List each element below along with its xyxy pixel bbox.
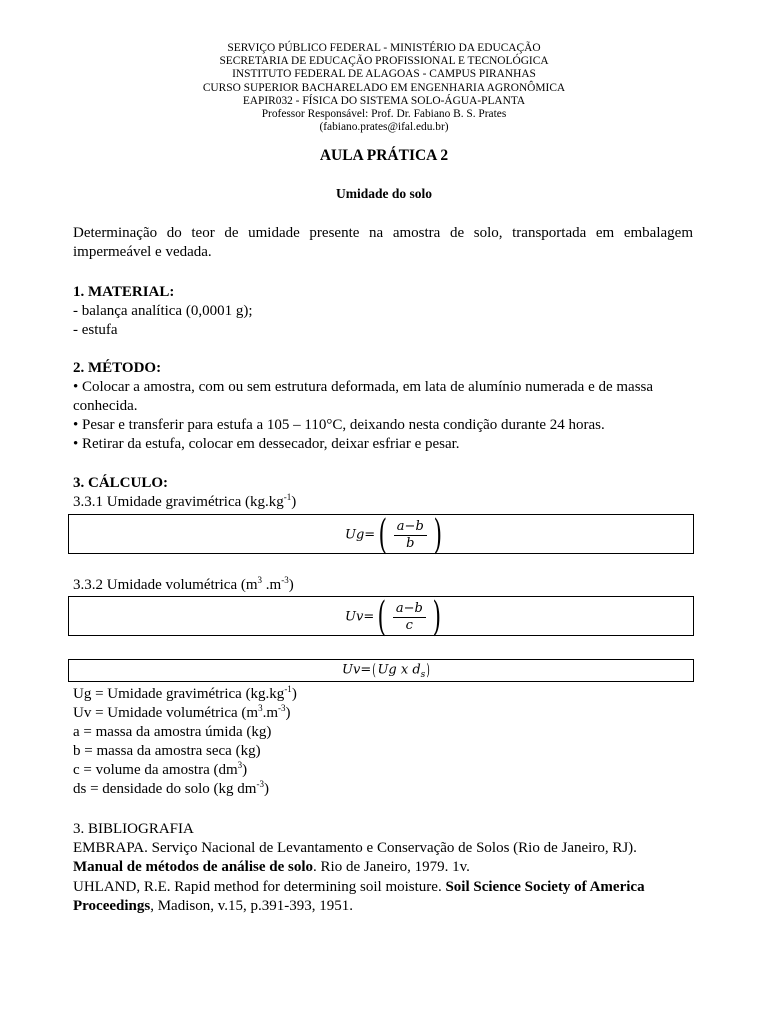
calc-heading: 3. CÁLCULO: bbox=[73, 475, 169, 491]
definition-c: c = volume da amostra $(dm^3)$ bbox=[73, 760, 248, 778]
formula-volumetric: Uv=( $\frac{a-b}{c}$ ) bbox=[345, 594, 441, 640]
definition-uv: Uv = Umidade volumétrica $(m^3.m^{-3})$ bbox=[73, 703, 291, 721]
material-item: - estufa bbox=[73, 322, 118, 338]
document-header bbox=[0, 42, 768, 134]
header-line: SERVIÇO PÚBLICO FEDERAL - MINISTÉRIO DA EDUCAÇÃO bbox=[227, 42, 541, 54]
definition-ug: Ug = Umidade gravimétrica $(kg.kg^{-1})$ bbox=[73, 684, 297, 702]
formula-gravimetric: Ug=( $\frac{a-b}{b}$ ) bbox=[345, 512, 442, 558]
material-heading: 1. MATERIAL: bbox=[73, 284, 175, 300]
calc-subsection-volumetric: 3.3.2 Umidade volumétrica ($m^3$ $.m^{-3}$) bbox=[73, 575, 294, 593]
header-line: Professor Responsável: Prof. Dr. Fabiano B. S. Prates bbox=[261, 108, 507, 121]
header-line: (fabiano.prates@ifal.edu.br) bbox=[319, 121, 449, 134]
header-line: SECRETARIA DE EDUCAÇÃO PROFISSIONAL E TECNOLÓGICA bbox=[219, 55, 549, 68]
bibliography-heading: 3. BIBLIOGRAFIA bbox=[73, 821, 194, 837]
reference-embrapa-line1: EMBRAPA. Serviço Nacional de Levantamento e Conservação de Solos (Rio de Janeiro, RJ). bbox=[73, 840, 637, 856]
method-item: • Pesar e transferir para estufa a 105 – 110°C, deixando nesta condição durante 24 horas. bbox=[73, 417, 605, 433]
definition-ds: ds = densidade do solo (kg $dm^{-3}$) bbox=[73, 779, 269, 797]
header-line: CURSO SUPERIOR BACHARELADO EM ENGENHARIA AGRONÔMICA bbox=[202, 81, 566, 94]
method-item: • Retirar da estufa, colocar em dessecador, deixar esfriar e pesar. bbox=[73, 436, 460, 452]
formula-conversion: Uv=(Ug x $d_s$) bbox=[342, 660, 431, 681]
header-line: EAPIR032 - FÍSICA DO SISTEMA SOLO-ÁGUA-PLANTA bbox=[242, 94, 526, 107]
reference-uhland-line1: UHLAND, R.E. Rapid method for determining soil moisture. Soil Science Society of America bbox=[73, 879, 645, 895]
intro-paragraph: Determinação do teor de umidade presente na amostra de solo, transportada em embalagem impermeável e vedada. bbox=[73, 225, 693, 261]
reference-embrapa-line2: Manual de métodos de análise de solo. Rio de Janeiro, 1979. 1v. bbox=[73, 859, 470, 875]
header-line: INSTITUTO FEDERAL DE ALAGOAS - CAMPUS PIRANHAS bbox=[232, 68, 536, 81]
calc-subsection-gravimetric: 3.3.1 Umidade gravimétrica $(kg.kg^{-1})$ bbox=[73, 492, 297, 510]
page-title: AULA PRÁTICA 2 bbox=[319, 147, 449, 164]
method-item: conhecida. bbox=[73, 398, 138, 414]
page-subtitle: Umidade do solo bbox=[335, 186, 433, 201]
method-item: • Colocar a amostra, com ou sem estrutura deformada, em lata de alumínio numerada e de massa bbox=[73, 379, 654, 395]
material-item: - balança analítica (0,0001 g); bbox=[73, 303, 253, 319]
definition-b: b = massa da amostra seca (kg) bbox=[73, 743, 261, 759]
definition-a: a = massa da amostra úmida (kg) bbox=[73, 724, 272, 740]
method-heading: 2. MÉTODO: bbox=[73, 360, 162, 376]
reference-uhland-line2: Proceedings, Madison, v.15, p.391-393, 1951. bbox=[73, 898, 353, 914]
